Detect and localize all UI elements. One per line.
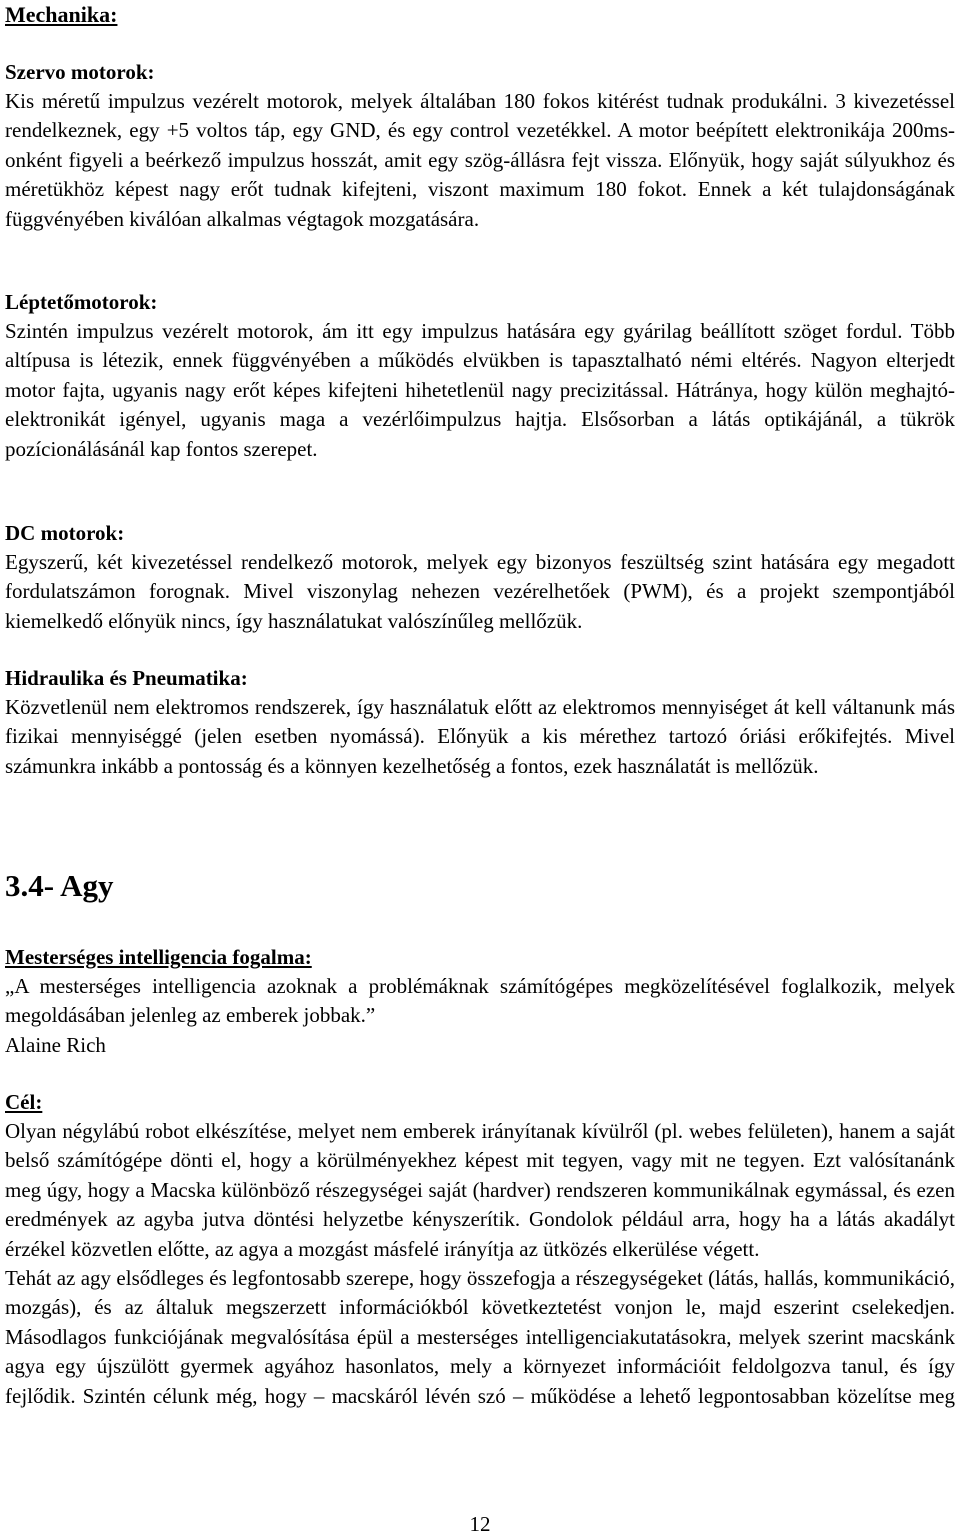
section-title: Mesterséges intelligencia fogalma: xyxy=(5,945,312,969)
section-title: Léptetőmotorok: xyxy=(5,290,158,314)
section-dc xyxy=(5,519,955,636)
chapter-title: 3.4- Agy xyxy=(5,868,114,903)
section-text: Kis méretű impulzus vezérelt motorok, melyek általában 180 fokos kitérést tudnak produkálni. 3 kivezetéssel rendelkeznek, egy +5 voltos táp, egy GND, és egy control vezetékkel. A motor beépített elektronikája 200ms-onként figyeli a beérkező impulzus hosszát, amit egy szög-állásra fejt vissza. Előnyük, hogy saját súlyukhoz és méretükhöz képest nagy erőt tudnak kifejteni, viszont maximum 180 fokot. Ennek a két tulajdonságának függvényében kiválóan alkalmas végtagok mozgatására. xyxy=(5,89,955,231)
section-text: Egyszerű, két kivezetéssel rendelkező motorok, melyek egy bizonyos feszültség szint hatására egy megadott fordulatszámon forognak. Mivel viszonylag nehezen vezérelhetőek (PWM), és a projekt szempontjából kiemelkedő előnyük nincs, így használatukat valószínűleg mellőzük. xyxy=(5,550,955,633)
section-text: Szintén impulzus vezérelt motorok, ám itt egy impulzus hatására egy gyárilag beállított szöget fordul. Több altípusa is létezik, ennek függvényében a működés elvükben is tapasztalható némi eltérés. Nagyon elterjedt motor fajta, ugyanis nagy erőt képes kifejteni hihetetlenül nagy precizitással. Hátránya, hogy külön meghajtó-elektronikát igényel, ugyanis maga a vezérlőimpulzus hajtja. Elsősorban a látás optikájánál, a tükrök pozícionálásánál kap fontos szerepet. xyxy=(5,319,955,461)
section-lepteto xyxy=(5,288,955,464)
section-title: DC motorok: xyxy=(5,521,125,545)
section-hidraulika xyxy=(5,664,955,781)
page-number: 12 xyxy=(469,1512,491,1536)
section-title: Hidraulika és Pneumatika: xyxy=(5,666,248,690)
section-szervo xyxy=(5,58,955,234)
definition-quote: „A mesterséges intelligencia azoknak a problémáknak számítógépes megközelítésével foglalkozik, melyek megoldásában jelenleg az emberek jobbak.” xyxy=(5,974,955,1028)
goal-paragraph: Tehát az agy elsődleges és legfontosabb szerepe, hogy összefogja a részegységeket (látás, hallás, kommunikáció, mozgás), és az általuk megszerzett információkból következtetést vonjon le, majd eszerint cselekedjen. Másodlagos funkciójának megvalósítása épül a mesterséges intelligenciakutatásokra, melyek szerint macskánk agya egy újszülött gyermek agyához hasonlatos, mely a környezet információit feldolgozva tanul, és így fejlődik. Szintén célunk még, hogy – macskáról lévén szó – működése a lehető legpontosabban közelítse meg xyxy=(5,1266,955,1408)
section-ai-definition xyxy=(5,943,955,1060)
page-heading: Mechanika: xyxy=(5,2,118,27)
section-title: Szervo motorok: xyxy=(5,60,155,84)
goal-paragraph: Olyan négylábú robot elkészítése, melyet nem emberek irányítanak kívülről (pl. webes felületen), hanem a saját belső számítógépe dönti el, hogy a körülményekhez képest mit tegyen, vagy mit ne tegyen. Ezt valósítanánk meg úgy, hogy a Macska különböző részegységei saját (hardver) rendszeren kommunikálnak egymással, és ezen eredmények az agyba jutva döntési helyzetbe kényszerítik. Gondolok például arra, hogy ha a látás akadályt érzékel közvetlen előtte, az agya a mozgást másfelé irányítja az ütközés elkerülése végett. xyxy=(5,1119,955,1261)
section-title: Cél: xyxy=(5,1090,43,1114)
section-goal xyxy=(5,1088,955,1411)
section-text: Közvetlenül nem elektromos rendszerek, így használatuk előtt az elektromos mennyiséget át kell váltanunk más fizikai mennyiséggé (jelen esetben nyomássá). Előnyük a kis mérethez tartozó óriási erőkifejtés. Mivel számunkra inkább a pontosság és a könnyen kezelhetőség a fontos, ezek használatát is mellőzük. xyxy=(5,695,955,778)
quote-author: Alaine Rich xyxy=(5,1032,106,1057)
